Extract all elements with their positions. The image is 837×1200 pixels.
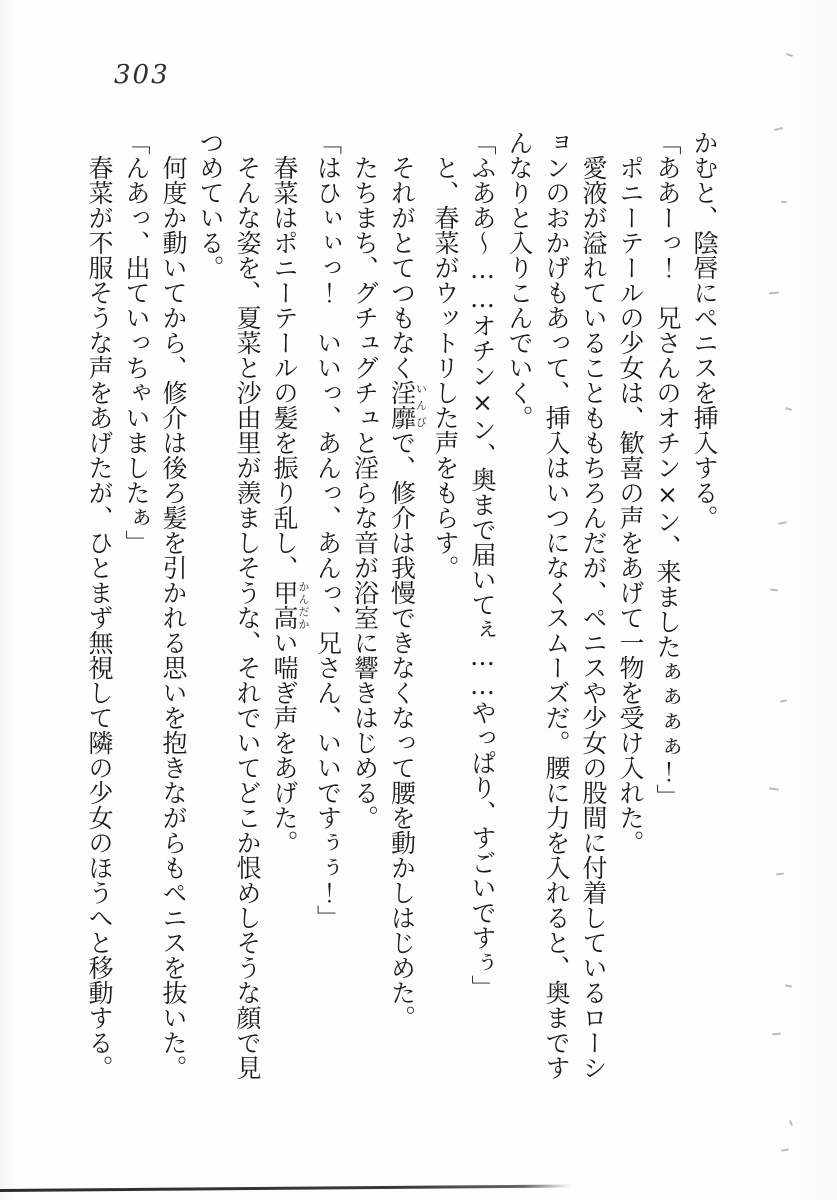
scan-speck bbox=[780, 699, 787, 703]
paragraph: 春菜が不服そうな声をあげたが、ひとまず無視して隣の少女のほうへと移動する。 bbox=[85, 155, 114, 1080]
scan-speck bbox=[774, 127, 783, 131]
scan-speck bbox=[781, 1148, 789, 1151]
page-number: 303 bbox=[114, 60, 170, 90]
scan-speck bbox=[769, 787, 779, 790]
scan-speck bbox=[781, 201, 787, 204]
scan-speck bbox=[785, 407, 792, 411]
paragraph: たちまち、グチュグチュと淫らな音が浴室に響きはじめる。 bbox=[350, 155, 380, 830]
scan-speck bbox=[789, 1120, 793, 1126]
paragraph: 何度か動いてから、修介は後ろ髪を引かれる思いを抱きながらもペニスを抜いた。 bbox=[159, 155, 188, 1080]
ruby-annotated-word: 淫靡いんび bbox=[387, 380, 428, 430]
text-block bbox=[81, 130, 723, 1090]
scan-speck bbox=[785, 984, 792, 987]
paragraph: ポニーテールの少女は、歓喜の声をあげて一物を受け入れた。 bbox=[616, 155, 645, 855]
scan-speck bbox=[786, 53, 793, 57]
scan-speck bbox=[778, 521, 787, 525]
ruby-annotated-word: 甲高かんだか bbox=[270, 580, 310, 630]
paragraph: 「ああーっ！ 兄さんのオチン×ン、来ましたぁぁぁぁ！」 bbox=[653, 130, 682, 809]
paragraph: 「んあっ、出ていっちゃいましたぁ」 bbox=[122, 130, 151, 555]
paragraph: 「はひぃぃっ！ いいっ、あんっ、あんっ、兄さん、いいですぅぅ！」 bbox=[313, 130, 343, 930]
paragraph: 愛液が溢れていることももちろんだが、ペニスや少女の股間に付着しているローションのおかげもあって、挿入はいつになくスムーズだ。腰に力を入れると、奥まですんなりと入りこんでいく。 bbox=[505, 130, 608, 1080]
paragraph: それがとてつもなく淫靡いんびで、修介は我慢できなくなって腰を動かしはじめた。 bbox=[387, 155, 428, 1030]
paragraph: 「ふああ～……オチン×ン、奥まで届いてぇ……やっぱり、すごいですぅ」 bbox=[468, 130, 497, 1000]
paragraph: と、春菜がウットリした声をもらす。 bbox=[431, 155, 460, 580]
scan-speck bbox=[772, 1033, 781, 1036]
scan-speck bbox=[776, 872, 784, 875]
scan-edge-line bbox=[0, 1184, 571, 1192]
paragraph: そんな姿を、夏菜と沙由里が羨ましそうな、それでいてどこか恨めしそうな顔で見つめている。 bbox=[196, 130, 262, 1080]
paragraph: かむと、陰唇にペニスを挿入する。 bbox=[690, 130, 719, 530]
scan-speck bbox=[769, 291, 779, 294]
scan-speck bbox=[770, 589, 778, 592]
paragraph: 春菜はポニーテールの髪を振り乱し、甲高かんだかい喘ぎ声をあげた。 bbox=[270, 155, 310, 855]
